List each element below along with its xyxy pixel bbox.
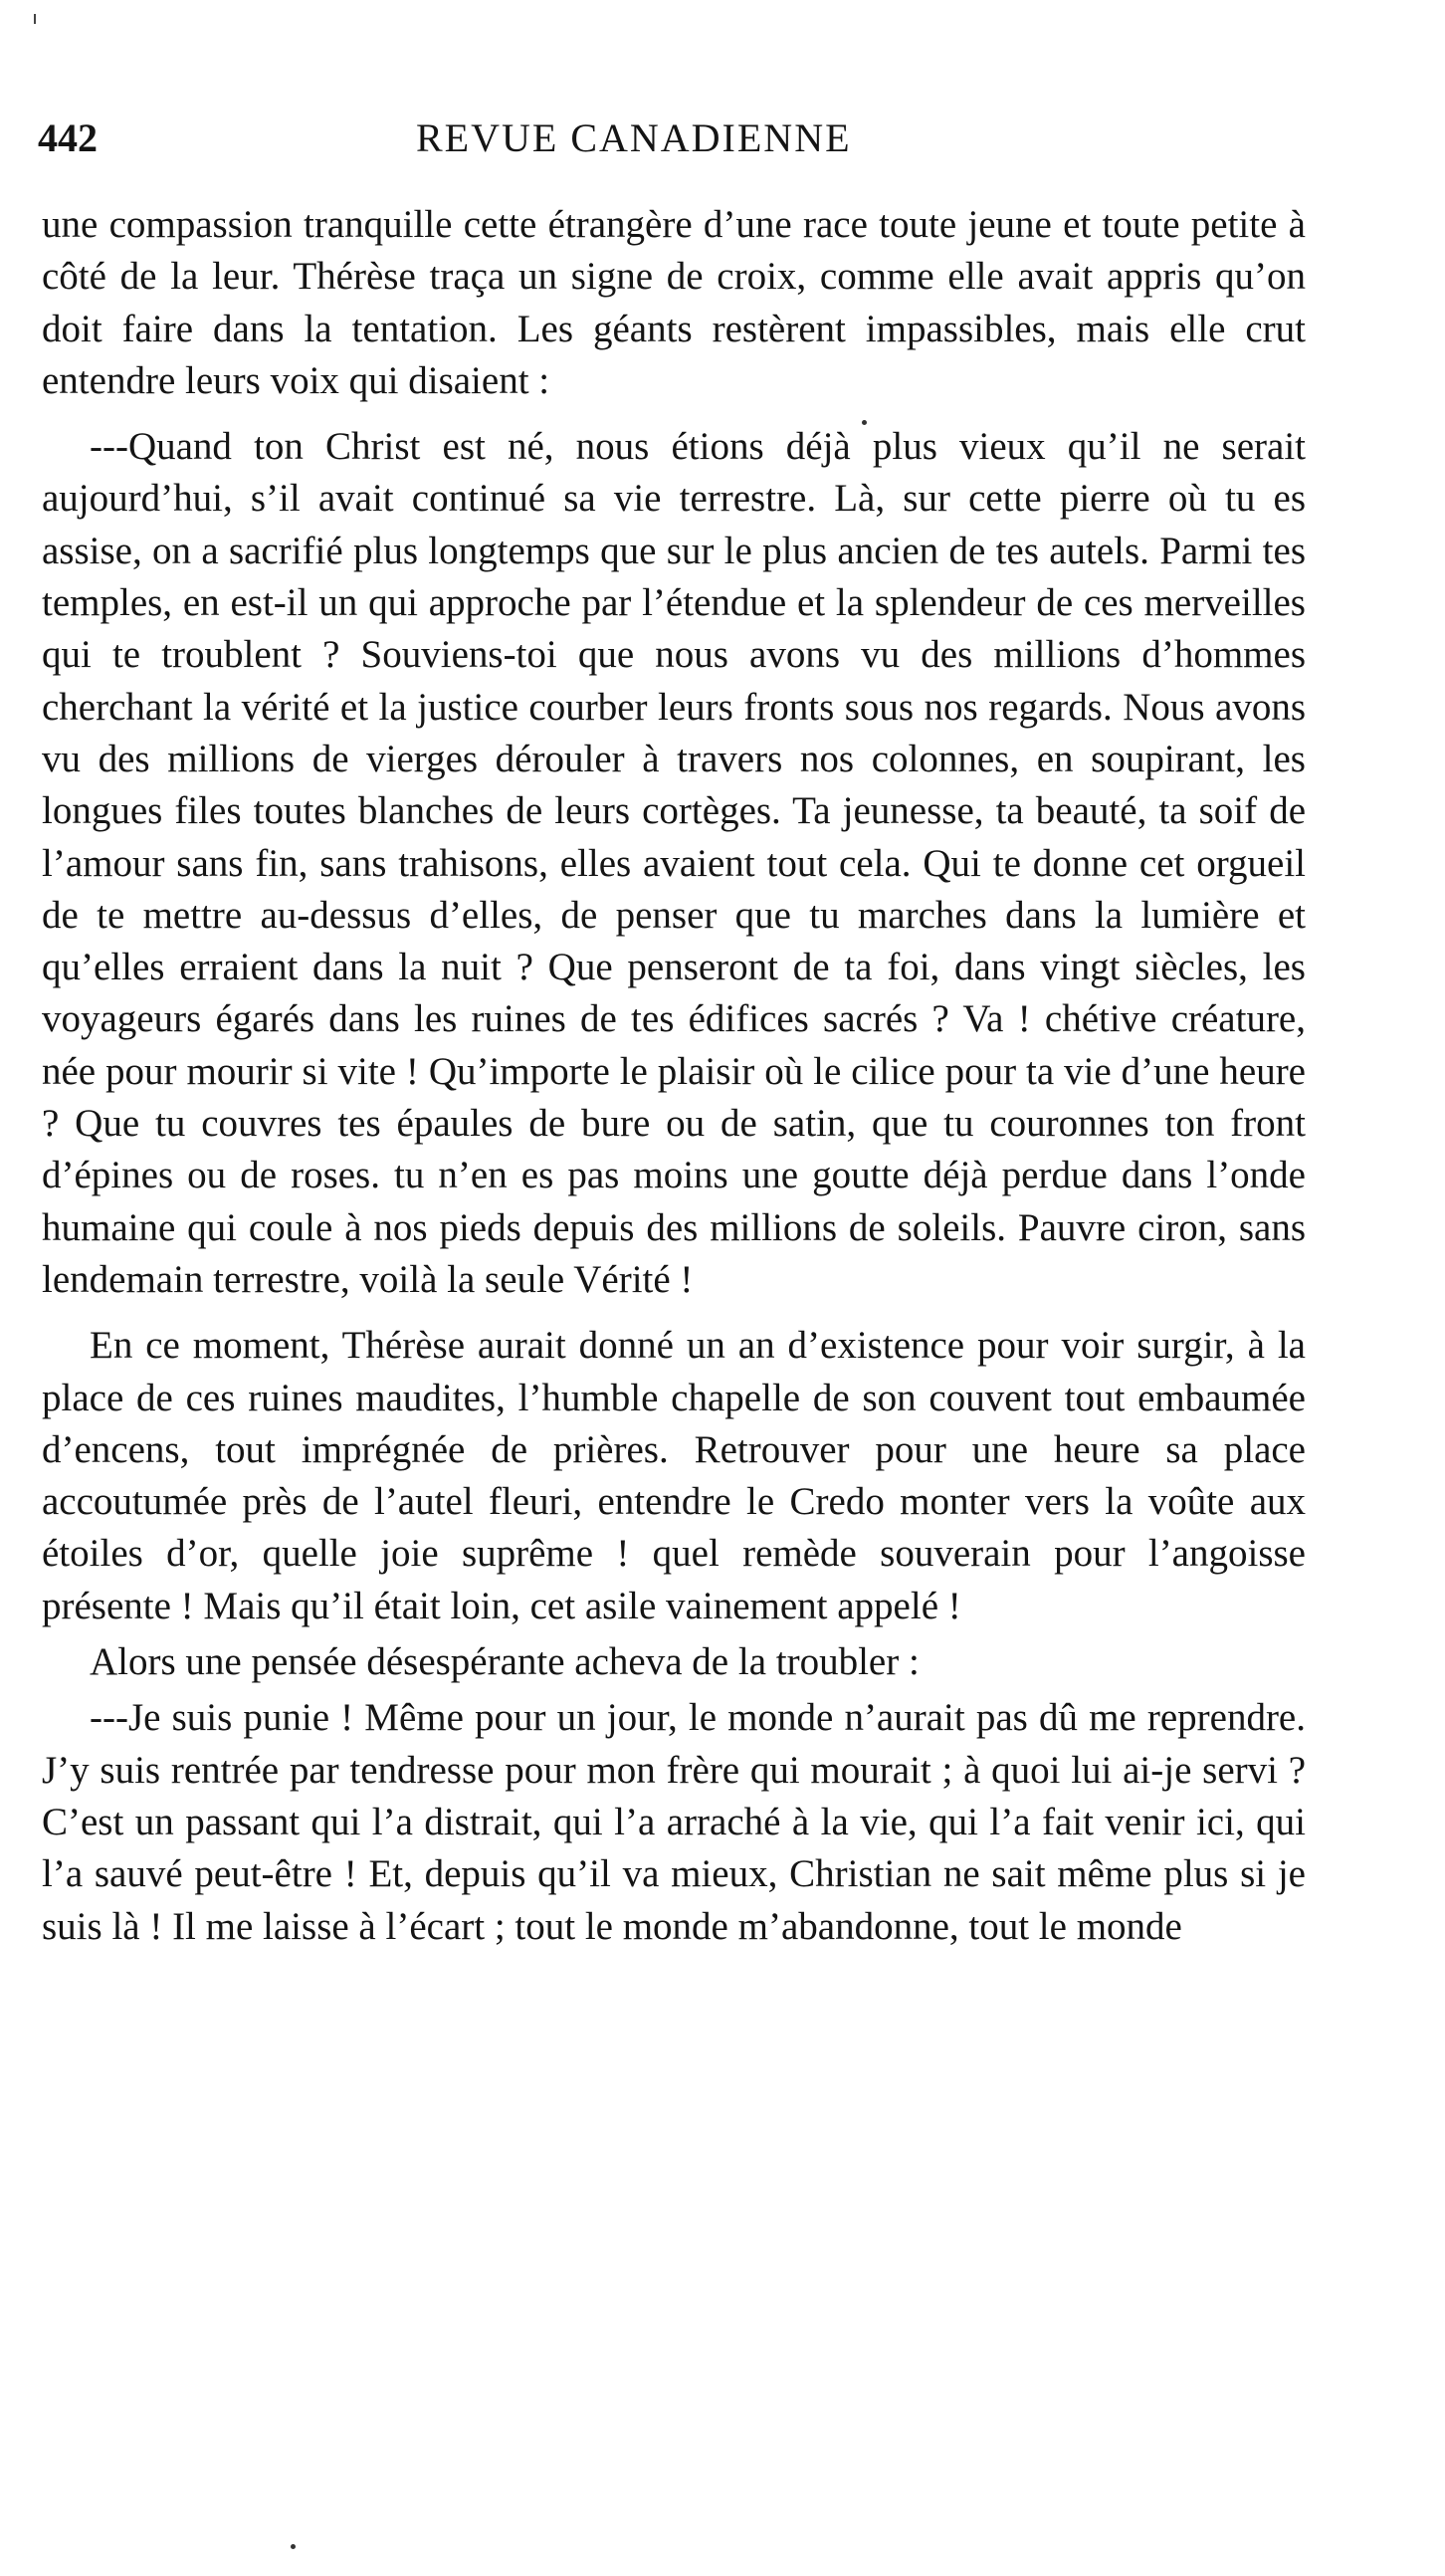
running-title: REVUE CANADIENNE	[416, 115, 852, 160]
page-number: 442	[38, 115, 98, 160]
print-speck	[862, 420, 867, 425]
paragraph-5: ---Je suis punie ! Même pour un jour, le monde n’aurait pas dû me reprendre. J’y suis rentrée par tendresse pour mon frère qui mourait ; à quoi lui ai-je servi ? C’est un passant qui l’a distrait, qui l’a arraché à la vie, qui l’a fait venir ici, qui l’a sauvé peut-être ! Et, depuis qu’il va mieux, Christian ne sait même plus si je suis là ! Il me laisse à l’écart ; tout le monde m’abandonne, tout le monde	[42, 1696, 1306, 1948]
print-speck	[34, 14, 36, 24]
paragraph-1: une compassion tranquille cette étrangère d’une race toute jeune et toute petite à côté de la leur. Thérèse traça un signe de croix, comme elle avait appris qu’on doit faire dans la tentation. Les géants restèrent impassibles, mais elle crut entendre leurs voix qui disaient :	[42, 203, 1306, 402]
body-text	[42, 199, 1306, 1967]
paragraph-4: Alors une pensée désespérante acheva de la troubler :	[90, 1640, 920, 1684]
paragraph-3: En ce moment, Thérèse aurait donné un an d’existence pour voir surgir, à la place de ces ruines maudites, l’humble chapelle de son couvent tout embaumée d’encens, tout imprégnée de prières. Retrouver pour une heure sa place accoutumée près de l’autel fleuri, entendre le Credo monter vers la voûte aux étoiles d’or, quelle joie suprême ! quel remède souverain pour l’angoisse présente ! Mais qu’il était loin, cet asile vainement appelé !	[42, 1324, 1306, 1627]
paragraph-2: ---Quand ton Christ est né, nous étions déjà plus vieux qu’il ne serait aujourd’hui, s’il avait continué sa vie terrestre. Là, sur cette pierre où tu es assise, on a sacrifié plus longtemps que sur le plus ancien de tes autels. Parmi tes temples, en est-il un qui approche par l’étendue et la splendeur de ces merveilles qui te troublent ? Souviens-toi que nous avons vu des millions d’hommes cherchant la vérité et la justice courber leurs fronts sous nos regards. Nous avons vu des millions de vierges dérouler à travers nos colonnes, en soupirant, les longues files toutes blanches de leurs cortèges. Ta jeunesse, ta beauté, ta soif de l’amour sans fin, sans trahisons, elles avaient tout cela. Qui te donne cet orgueil de te mettre au-dessus d’elles, de penser que tu marches dans la lumière et qu’elles erraient dans la nuit ? Que penseront de ta foi, dans vingt siècles, les voyageurs égarés dans les ruines de tes édifices sacrés ? Va ! chétive créature, née pour mourir si vite ! Qu’importe le plaisir où le cilice pour ta vie d’une heure ? Que tu couvres tes épaules de bure ou de satin, que tu couronnes ton front d’épines ou de roses. tu n’en es pas moins une goutte déjà perdue dans l’onde humaine qui coule à nos pieds depuis des millions de soleils. Pauvre ciron, sans lendemain terrestre, voilà la seule Vérité !	[42, 425, 1306, 1301]
page-header	[38, 114, 1302, 174]
print-speck	[291, 2544, 296, 2549]
